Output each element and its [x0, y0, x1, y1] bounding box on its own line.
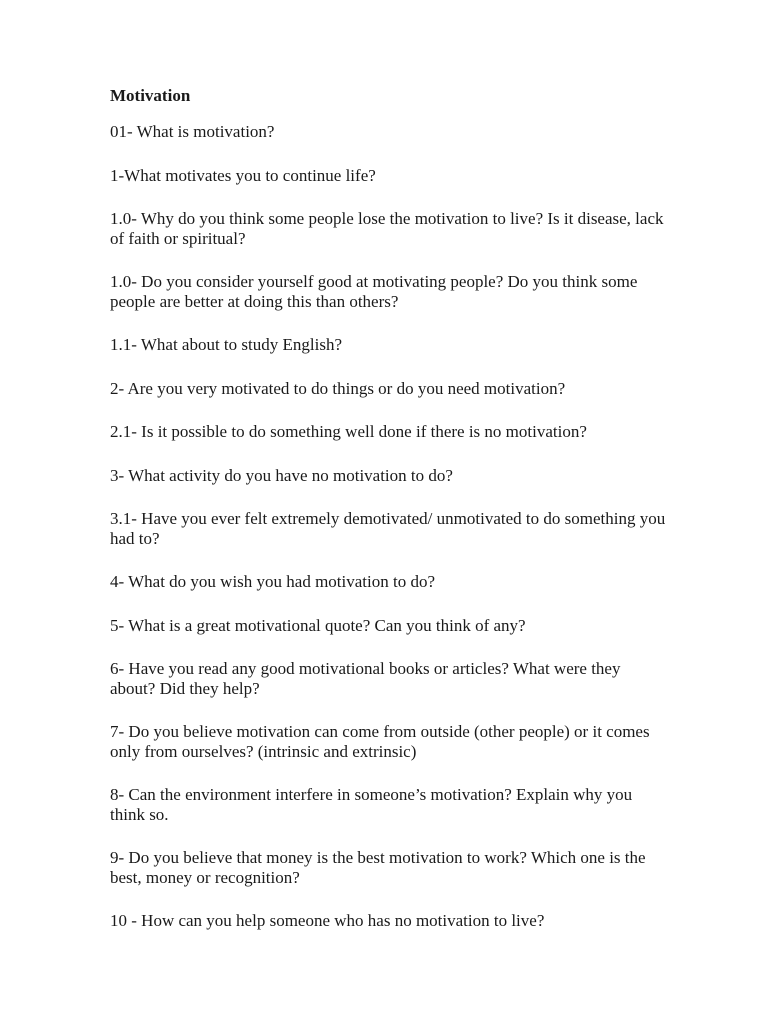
question-item: 1-What motivates you to continue life? — [110, 165, 376, 185]
question-item: 3- What activity do you have no motivation to do? — [110, 465, 453, 485]
question-item: 5- What is a great motivational quote? Can you think of any? — [110, 615, 526, 635]
question-item: 8- Can the environment interfere in someone’s motivation? Explain why you think so. — [110, 785, 633, 824]
question-item: 1.1- What about to study English? — [110, 335, 342, 354]
question-item: 10 - How can you help someone who has no motivation to live? — [110, 911, 545, 930]
document-page — [110, 86, 670, 955]
question-item: 7- Do you believe motivation can come from outside (other people) or it comes only from ourselves? (intrinsic and extrinsic) — [110, 722, 650, 761]
question-item: 6- Have you read any good motivational books or articles? What were they about? Did they help? — [110, 659, 621, 698]
question-item: 2- Are you very motivated to do things or do you need motivation? — [110, 378, 566, 398]
question-item: 1.0- Do you consider yourself good at motivating people? Do you think some people are better at doing this than others? — [110, 272, 638, 311]
question-item: 2.1- Is it possible to do something well done if there is no motivation? — [110, 422, 587, 441]
document-title: Motivation — [110, 86, 191, 105]
question-item: 3.1- Have you ever felt extremely demotivated/ unmotivated to do something you had to? — [110, 509, 666, 548]
question-item: 1.0- Why do you think some people lose the motivation to live? Is it disease, lack of faith or spiritual? — [110, 209, 664, 248]
question-item: 01- What is motivation? — [110, 122, 275, 141]
question-item: 9- Do you believe that money is the best motivation to work? Which one is the best, money or recognition? — [110, 848, 646, 887]
question-item: 4- What do you wish you had motivation to do? — [110, 572, 436, 591]
